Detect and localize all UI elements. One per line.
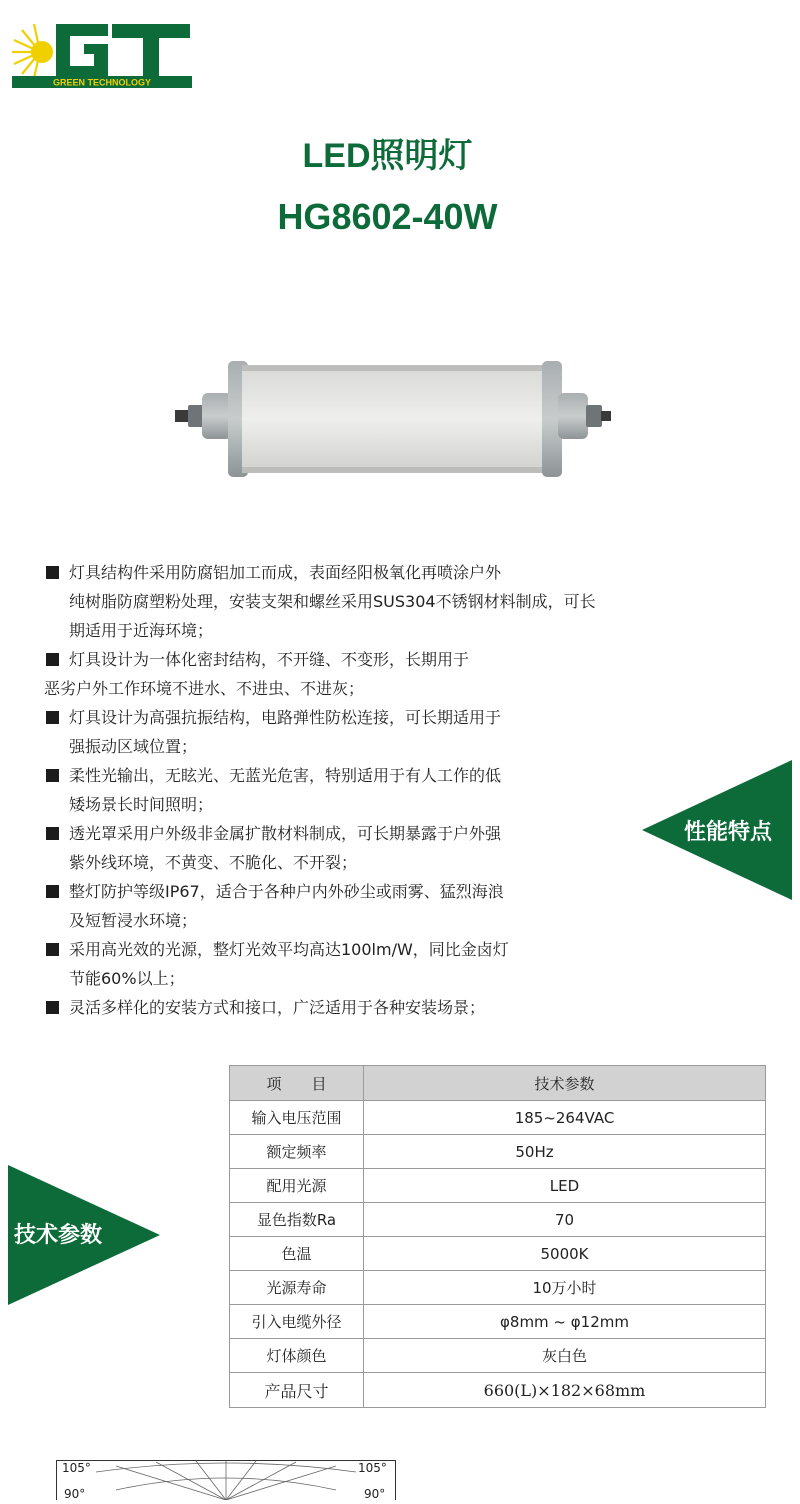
spec-value: 185~264VAC — [364, 1101, 766, 1135]
bullet-square-icon — [46, 943, 59, 956]
bullet-square-icon — [46, 1001, 59, 1014]
spec-name: 光源寿命 — [230, 1271, 364, 1305]
feature-text-cont: 紫外线环境，不黄变、不脆化、不开裂； — [69, 853, 358, 872]
table-row — [230, 1339, 766, 1373]
product-image — [170, 355, 620, 485]
product-model: HG8602-40W — [277, 196, 498, 237]
spec-table — [229, 1065, 766, 1408]
feature-item — [44, 993, 604, 1022]
feature-text: 灯具结构件采用防腐铝加工而成，表面经阳极氧化再喷涂户外 — [69, 563, 502, 582]
bullet-square-icon — [46, 885, 59, 898]
logo-tagline: GREEN TECHNOLOGY — [52, 77, 152, 88]
feature-item — [44, 877, 604, 935]
header-item: 项 目 — [230, 1066, 364, 1101]
table-row — [230, 1373, 766, 1408]
spec-name: 输入电压范围 — [230, 1101, 364, 1135]
spec-value: 70 — [364, 1203, 766, 1237]
feature-text: 灵活多样化的安装方式和接口，广泛适用于各种安装场景； — [69, 998, 486, 1017]
feature-item — [44, 558, 604, 645]
spec-value: LED — [364, 1169, 766, 1203]
table-row — [230, 1305, 766, 1339]
feature-text-cont: 强振动区域位置； — [69, 737, 198, 756]
polar-label-right-90: 90° — [364, 1487, 386, 1500]
table-row — [230, 1203, 766, 1237]
spec-name: 引入电缆外径 — [230, 1305, 364, 1339]
polar-label-left-90: 90° — [64, 1487, 86, 1500]
table-row — [230, 1169, 766, 1203]
table-header-row — [230, 1066, 766, 1101]
company-logo — [12, 18, 192, 90]
header-param: 技术参数 — [364, 1066, 766, 1101]
feature-text-cont: 及短暂浸水环境； — [69, 911, 198, 930]
table-row — [230, 1271, 766, 1305]
feature-item — [44, 935, 604, 993]
table-row — [230, 1101, 766, 1135]
feature-text: 整灯防护等级IP67，适合于各种户内外砂尘或雨雾、猛烈海浪 — [69, 882, 504, 901]
feature-item — [44, 819, 604, 877]
specs-section-label — [8, 1165, 160, 1305]
feature-item — [44, 761, 604, 819]
feature-text-cont: 恶劣户外工作环境不进水、不进虫、不进灰； — [44, 679, 365, 698]
feature-text: 透光罩采用户外级非金属扩散材料制成，可长期暴露于户外强 — [69, 824, 502, 843]
feature-text: 灯具设计为高强抗振结构，电路弹性防松连接，可长期适用于 — [69, 708, 502, 727]
spec-name: 灯体颜色 — [230, 1339, 364, 1373]
spec-value: 灰白色 — [364, 1339, 766, 1373]
bullet-square-icon — [46, 566, 59, 579]
feature-text-cont: 纯树脂防腐塑粉处理，安装支架和螺丝采用SUS304不锈钢材料制成，可长期适用于近海环境； — [69, 592, 596, 640]
feature-item — [44, 645, 604, 703]
spec-value: 50Hz — [364, 1135, 766, 1169]
bullet-square-icon — [46, 653, 59, 666]
spec-name: 配用光源 — [230, 1169, 364, 1203]
product-title: LED照明灯 — [302, 137, 473, 175]
features-list — [44, 558, 604, 1022]
spec-name: 额定频率 — [230, 1135, 364, 1169]
spec-name: 产品尺寸 — [230, 1373, 364, 1408]
bullet-square-icon — [46, 711, 59, 724]
table-row — [230, 1135, 766, 1169]
specs-label-text: 技术参数 — [14, 1223, 103, 1248]
feature-item — [44, 703, 604, 761]
bullet-square-icon — [46, 827, 59, 840]
feature-text: 灯具设计为一体化密封结构，不开缝、不变形，长期用于 — [69, 650, 470, 669]
polar-label-left-105: 105° — [62, 1461, 91, 1475]
bullet-square-icon — [46, 769, 59, 782]
polar-label-right-105: 105° — [358, 1461, 387, 1475]
table-row — [230, 1237, 766, 1271]
feature-text-cont: 节能60%以上； — [69, 969, 185, 988]
spec-value: 10万小时 — [364, 1271, 766, 1305]
spec-value: 660(L)×182×68mm — [364, 1373, 766, 1408]
spec-value: 5000K — [364, 1237, 766, 1271]
features-label-text: 性能特点 — [684, 820, 773, 845]
spec-name: 色温 — [230, 1237, 364, 1271]
feature-text: 采用高光效的光源，整灯光效平均高达100lm/W，同比金卤灯 — [69, 940, 509, 959]
features-section-label — [642, 760, 792, 900]
feature-text-cont: 矮场景长时间照明； — [69, 795, 214, 814]
polar-diagram — [56, 1460, 396, 1500]
feature-text: 柔性光输出，无眩光、无蓝光危害，特别适用于有人工作的低 — [69, 766, 502, 785]
spec-name: 显色指数Ra — [230, 1203, 364, 1237]
spec-value: φ8mm ~ φ12mm — [364, 1305, 766, 1339]
